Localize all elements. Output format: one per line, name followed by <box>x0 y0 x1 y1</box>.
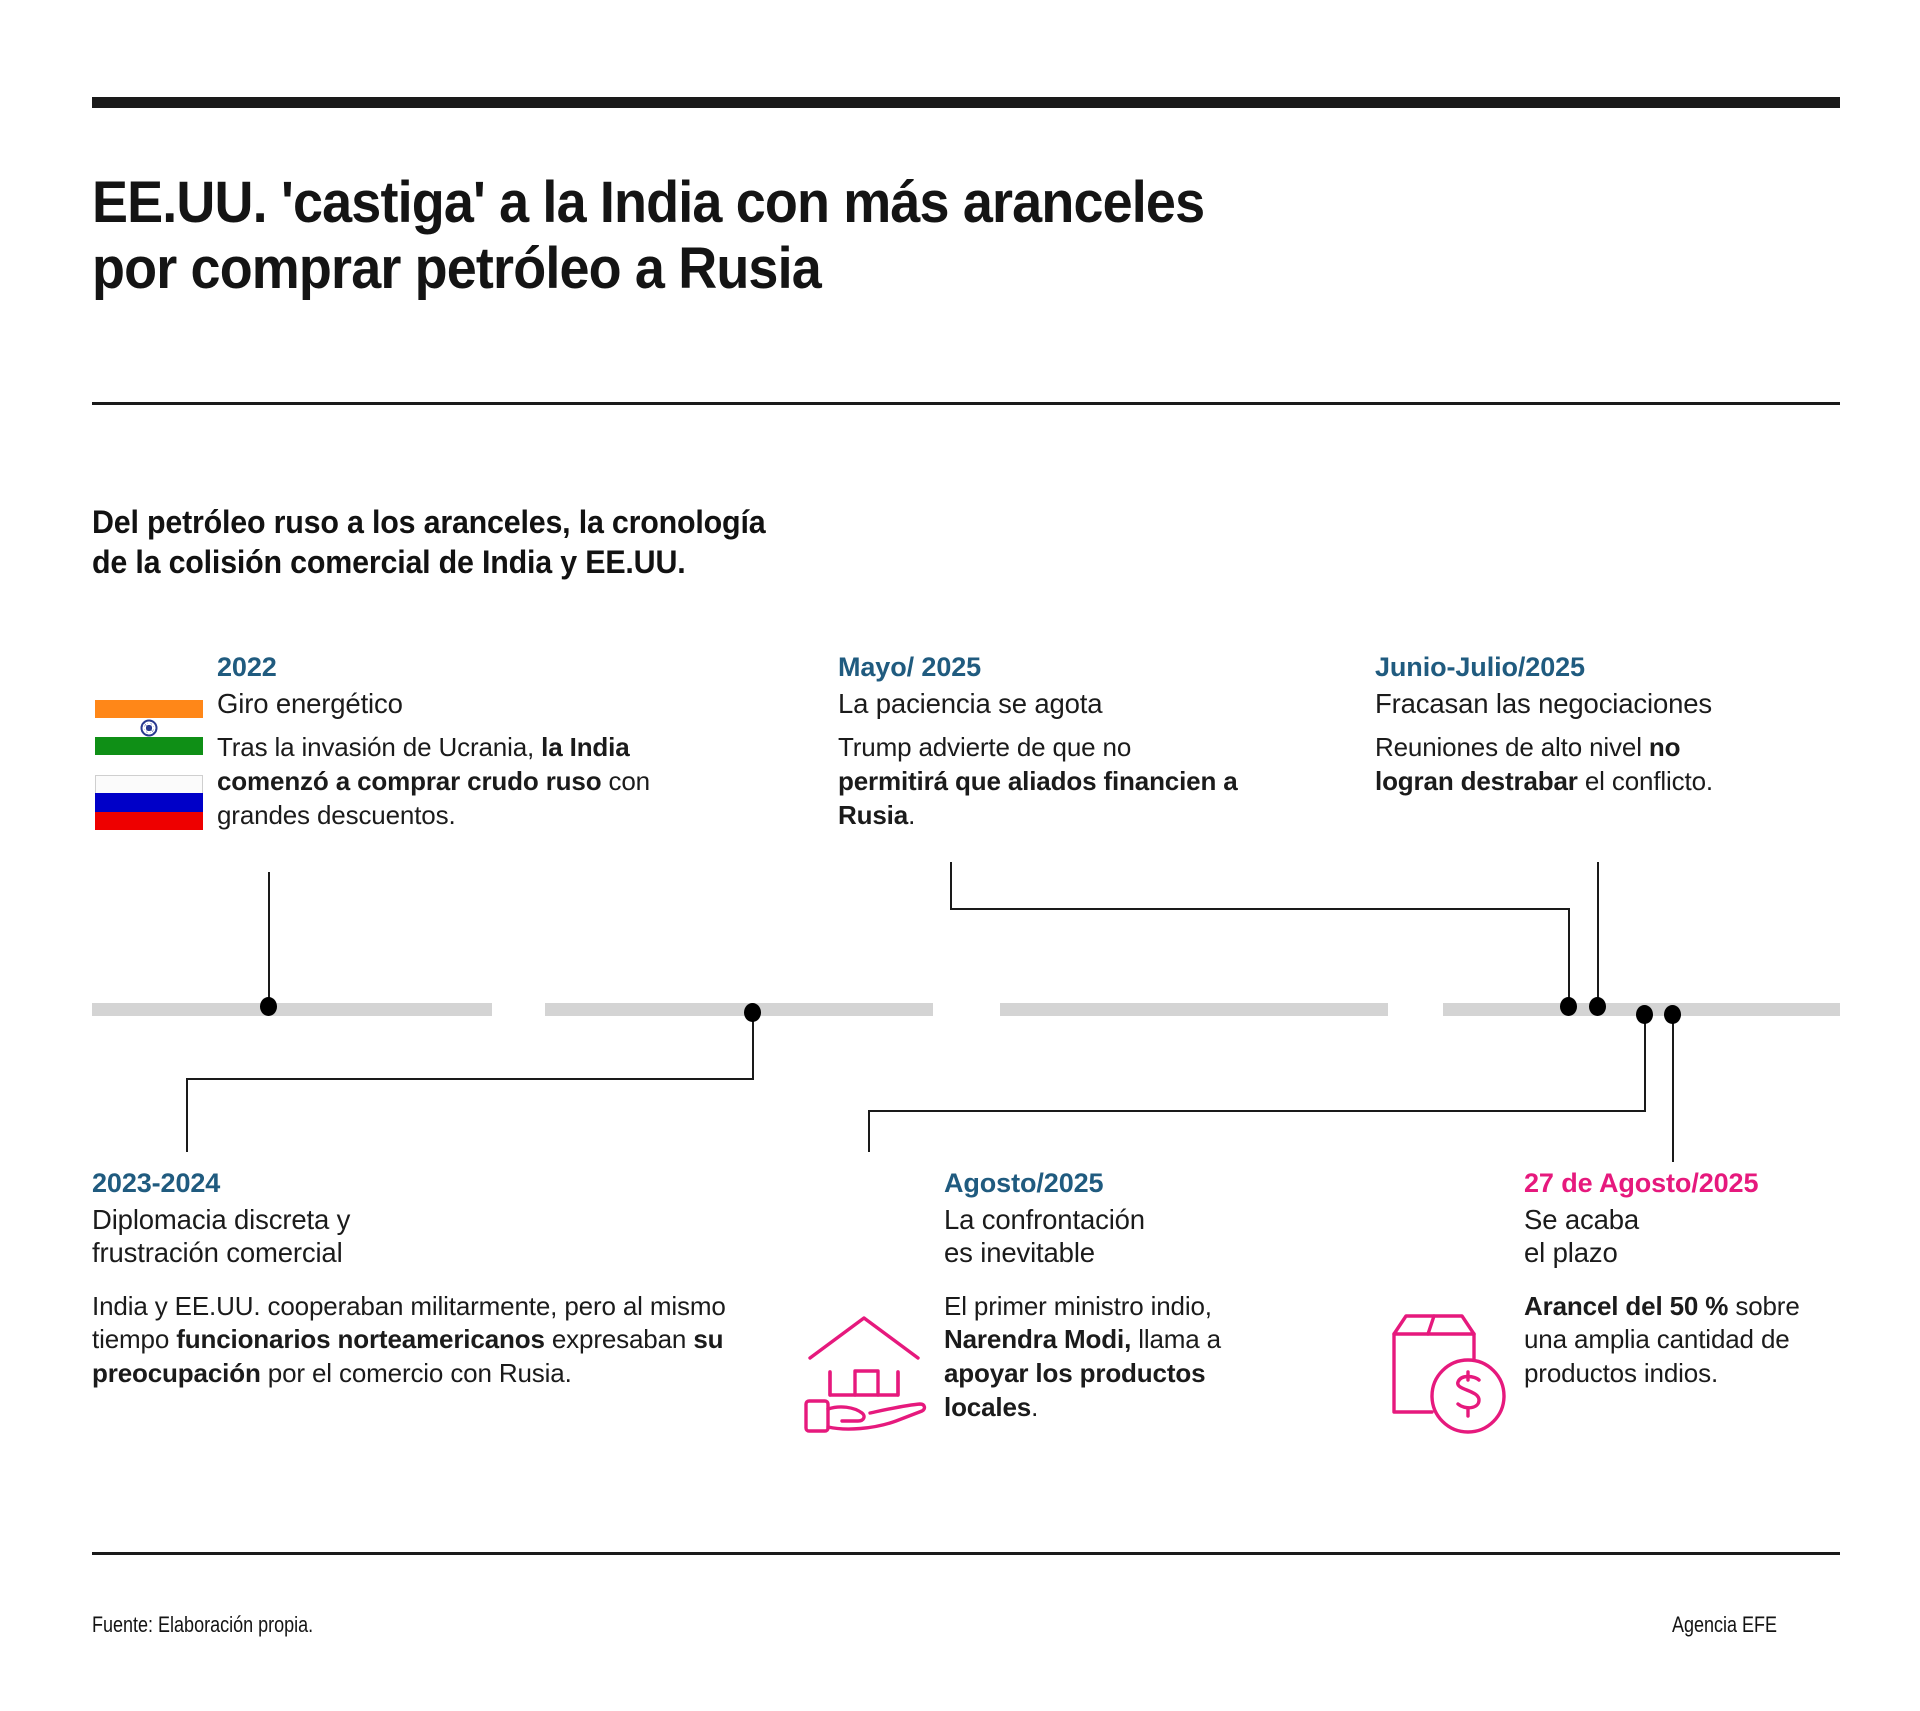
timeline-dot-mayo-2025 <box>1560 997 1577 1016</box>
russia-flag-icon <box>95 775 203 830</box>
timeline-entry-body: Reuniones de alto nivel no logran destrabar el conflicto. <box>1375 732 1713 797</box>
timeline-dot-27-agosto-2025 <box>1664 1005 1681 1024</box>
source-note: Fuente: Elaboración propia. <box>92 1612 314 1637</box>
connector-2022 <box>268 872 270 1005</box>
connector-27-agosto <box>1672 1014 1674 1162</box>
connector-junio-julio <box>1597 862 1599 1002</box>
timeline-entry-headline: La paciencia se agota <box>838 688 1103 720</box>
timeline-entry-agosto-2025 <box>944 1168 1274 1425</box>
timeline-entry-body: Tras la invasión de Ucrania, la India comenzó a comprar crudo ruso con grandes descuentos. <box>217 732 650 830</box>
timeline-entry-junio-julio-2025 <box>1375 652 1845 799</box>
header-bottom-rule <box>92 402 1840 405</box>
timeline-entry-headline-line-1: La confrontación <box>944 1204 1145 1236</box>
timeline-entry-2022 <box>217 652 737 833</box>
timeline-dot-2022 <box>260 997 277 1016</box>
connector-agosto-v1 <box>1644 1014 1646 1112</box>
timeline-axis-segment <box>92 1003 492 1016</box>
footer-rule <box>92 1552 1840 1555</box>
timeline-entry-headline: Fracasan las negociaciones <box>1375 688 1712 720</box>
page-title-line-1: EE.UU. 'castiga' a la India con más aranceles <box>92 170 1205 235</box>
box-dollar-icon <box>1380 1300 1520 1440</box>
connector-mayo-v1 <box>950 862 952 910</box>
timeline-dot-junio-julio-2025 <box>1589 997 1606 1016</box>
timeline-entry-2023-2024 <box>92 1168 732 1391</box>
page-title-line-2: por comprar petróleo a Rusia <box>92 235 821 301</box>
timeline-entry-date: 2023-2024 <box>92 1168 221 1198</box>
russia-flag-blue-band <box>95 793 203 811</box>
page-subtitle-line-1: Del petróleo ruso a los aranceles, la cronología <box>92 504 766 540</box>
header-top-rule <box>92 97 1840 108</box>
timeline-entry-body: India y EE.UU. cooperaban militarmente, pero al mismo tiempo funcionarios norteamericanos expresaban su preocupación por el comercio con Rusia. <box>92 1290 726 1389</box>
connector-mayo-h <box>950 908 1570 910</box>
house-in-hand-icon <box>800 1305 928 1433</box>
connector-2023-2024-h <box>186 1078 754 1080</box>
india-flag-saffron-band <box>95 700 203 718</box>
flags-india-russia-icon <box>95 700 203 830</box>
timeline-entry-headline-line-1: Diplomacia discreta y <box>92 1204 351 1236</box>
ashoka-chakra-icon <box>141 719 158 736</box>
timeline-entry-date: 2022 <box>217 652 277 682</box>
page-subtitle-line-2: de la colisión comercial de India y EE.UU. <box>92 544 686 581</box>
india-flag-icon <box>95 700 203 755</box>
timeline-dot-agosto-2025 <box>1636 1005 1653 1024</box>
timeline-entry-date: Mayo/ 2025 <box>838 652 982 682</box>
timeline-axis-segment <box>545 1003 933 1016</box>
timeline-entry-headline-line-2: el plazo <box>1524 1237 1618 1269</box>
timeline-entry-date: Junio-Julio/2025 <box>1375 652 1585 682</box>
timeline-dot-2023-2024 <box>744 1003 761 1022</box>
page-title <box>92 170 1487 301</box>
russia-flag-white-band <box>95 775 203 793</box>
timeline-entry-mayo-2025 <box>838 652 1238 833</box>
connector-agosto-h <box>868 1110 1646 1112</box>
timeline-entry-headline: Giro energético <box>217 688 403 720</box>
connector-agosto-v2 <box>868 1110 870 1152</box>
india-flag-green-band <box>95 737 203 755</box>
timeline-entry-headline-line-2: es inevitable <box>944 1237 1095 1269</box>
russia-flag-red-band <box>95 812 203 830</box>
connector-2023-2024-v1 <box>752 1012 754 1079</box>
timeline-entry-date: 27 de Agosto/2025 <box>1524 1168 1759 1198</box>
timeline-entry-body: El primer ministro indio, Narendra Modi, llama a apoyar los productos locales. <box>944 1290 1221 1422</box>
timeline-entry-date: Agosto/2025 <box>944 1168 1104 1198</box>
timeline-entry-body: Arancel del 50 % sobre una amplia cantidad de productos indios. <box>1524 1290 1800 1389</box>
timeline-entry-headline-line-1: Se acaba <box>1524 1204 1640 1236</box>
connector-2023-2024-v2 <box>186 1078 188 1152</box>
connector-mayo-v2 <box>1568 908 1570 1002</box>
timeline-axis-segment <box>1000 1003 1388 1016</box>
timeline-entry-body: Trump advierte de que no permitirá que aliados financien a Rusia. <box>838 732 1238 830</box>
timeline-entry-headline-line-2: frustración comercial <box>92 1237 343 1269</box>
agency-credit: Agencia EFE <box>1672 1612 1778 1637</box>
timeline-entry-27-agosto-2025 <box>1524 1168 1844 1391</box>
page-subtitle <box>92 502 1137 583</box>
